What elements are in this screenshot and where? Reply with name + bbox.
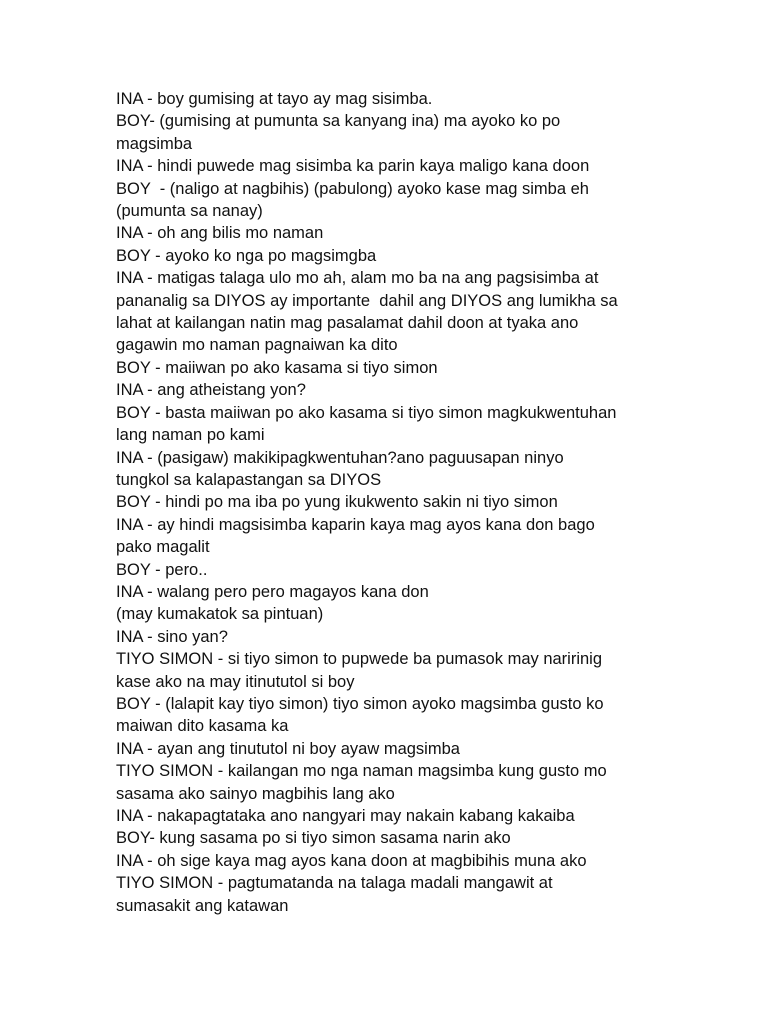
text-line: maiwan dito kasama ka <box>116 717 289 736</box>
script-text <box>116 88 656 917</box>
text-line: (may kumakatok sa pintuan) <box>116 605 324 624</box>
text-line: pako magalit <box>116 538 210 557</box>
text-line: (pumunta sa nanay) <box>116 202 263 221</box>
text-line: BOY- (gumising at pumunta sa kanyang ina) ma ayoko ko po <box>116 112 561 131</box>
text-line: kase ako na may itinututol si boy <box>116 672 355 691</box>
text-line: INA - oh ang bilis mo naman <box>116 224 324 243</box>
text-line: INA - ang atheistang yon? <box>116 381 306 400</box>
text-line: TIYO SIMON - si tiyo simon to pupwede ba pumasok may naririnig <box>116 650 603 669</box>
text-line: pananalig sa DIYOS ay importante dahil ang DIYOS ang lumikha sa <box>116 291 618 310</box>
text-line: TIYO SIMON - kailangan mo nga naman magsimba kung gusto mo <box>116 762 607 781</box>
text-line: INA - oh sige kaya mag ayos kana doon at magbibihis muna ako <box>116 851 587 870</box>
text-line: BOY - basta maiiwan po ako kasama si tiyo simon magkukwentuhan <box>116 403 617 422</box>
text-line: sasama ako sainyo magbihis lang ako <box>116 784 395 803</box>
text-line: INA - nakapagtataka ano nangyari may nakain kabang kakaiba <box>116 807 575 825</box>
text-line: sumasakit ang katawan <box>116 896 289 915</box>
text-line: lahat at kailangan natin mag pasalamat dahil doon at tyaka ano <box>116 314 579 333</box>
text-line: tungkol sa kalapastangan sa DIYOS <box>116 470 382 489</box>
text-line: INA - ayan ang tinututol ni boy ayaw magsimba <box>116 739 460 758</box>
text-line: BOY- kung sasama po si tiyo simon sasama narin ako <box>116 829 511 848</box>
text-line: BOY - (lalapit kay tiyo simon) tiyo simon ayoko magsimba gusto ko <box>116 694 604 713</box>
text-line: INA - ay hindi magsisimba kaparin kaya mag ayos kana don bago <box>116 515 595 534</box>
text-line: TIYO SIMON - pagtumatanda na talaga madali mangawit at <box>116 874 553 893</box>
text-line: INA - (pasigaw) makikipagkwentuhan?ano paguusapan ninyo <box>116 448 564 467</box>
text-line: INA - boy gumising at tayo ay mag sisimba. <box>116 90 433 108</box>
text-line: BOY - (naligo at nagbihis) (pabulong) ayoko kase mag simba eh <box>116 179 589 198</box>
text-line: magsimba <box>116 134 193 153</box>
text-line: INA - matigas talaga ulo mo ah, alam mo ba na ang pagsisimba at <box>116 269 599 288</box>
text-line: gagawin mo naman pagnaiwan ka dito <box>116 336 398 355</box>
text-line: BOY - ayoko ko nga po magsimgba <box>116 246 377 265</box>
text-line: BOY - hindi po ma iba po yung ikukwento sakin ni tiyo simon <box>116 493 558 512</box>
text-line: INA - hindi puwede mag sisimba ka parin kaya maligo kana doon <box>116 157 590 176</box>
text-line: lang naman po kami <box>116 426 265 445</box>
text-line: BOY - pero.. <box>116 560 208 579</box>
text-line: BOY - maiiwan po ako kasama si tiyo simon <box>116 358 438 377</box>
text-line: INA - walang pero pero magayos kana don <box>116 582 429 601</box>
text-line: INA - sino yan? <box>116 627 228 646</box>
